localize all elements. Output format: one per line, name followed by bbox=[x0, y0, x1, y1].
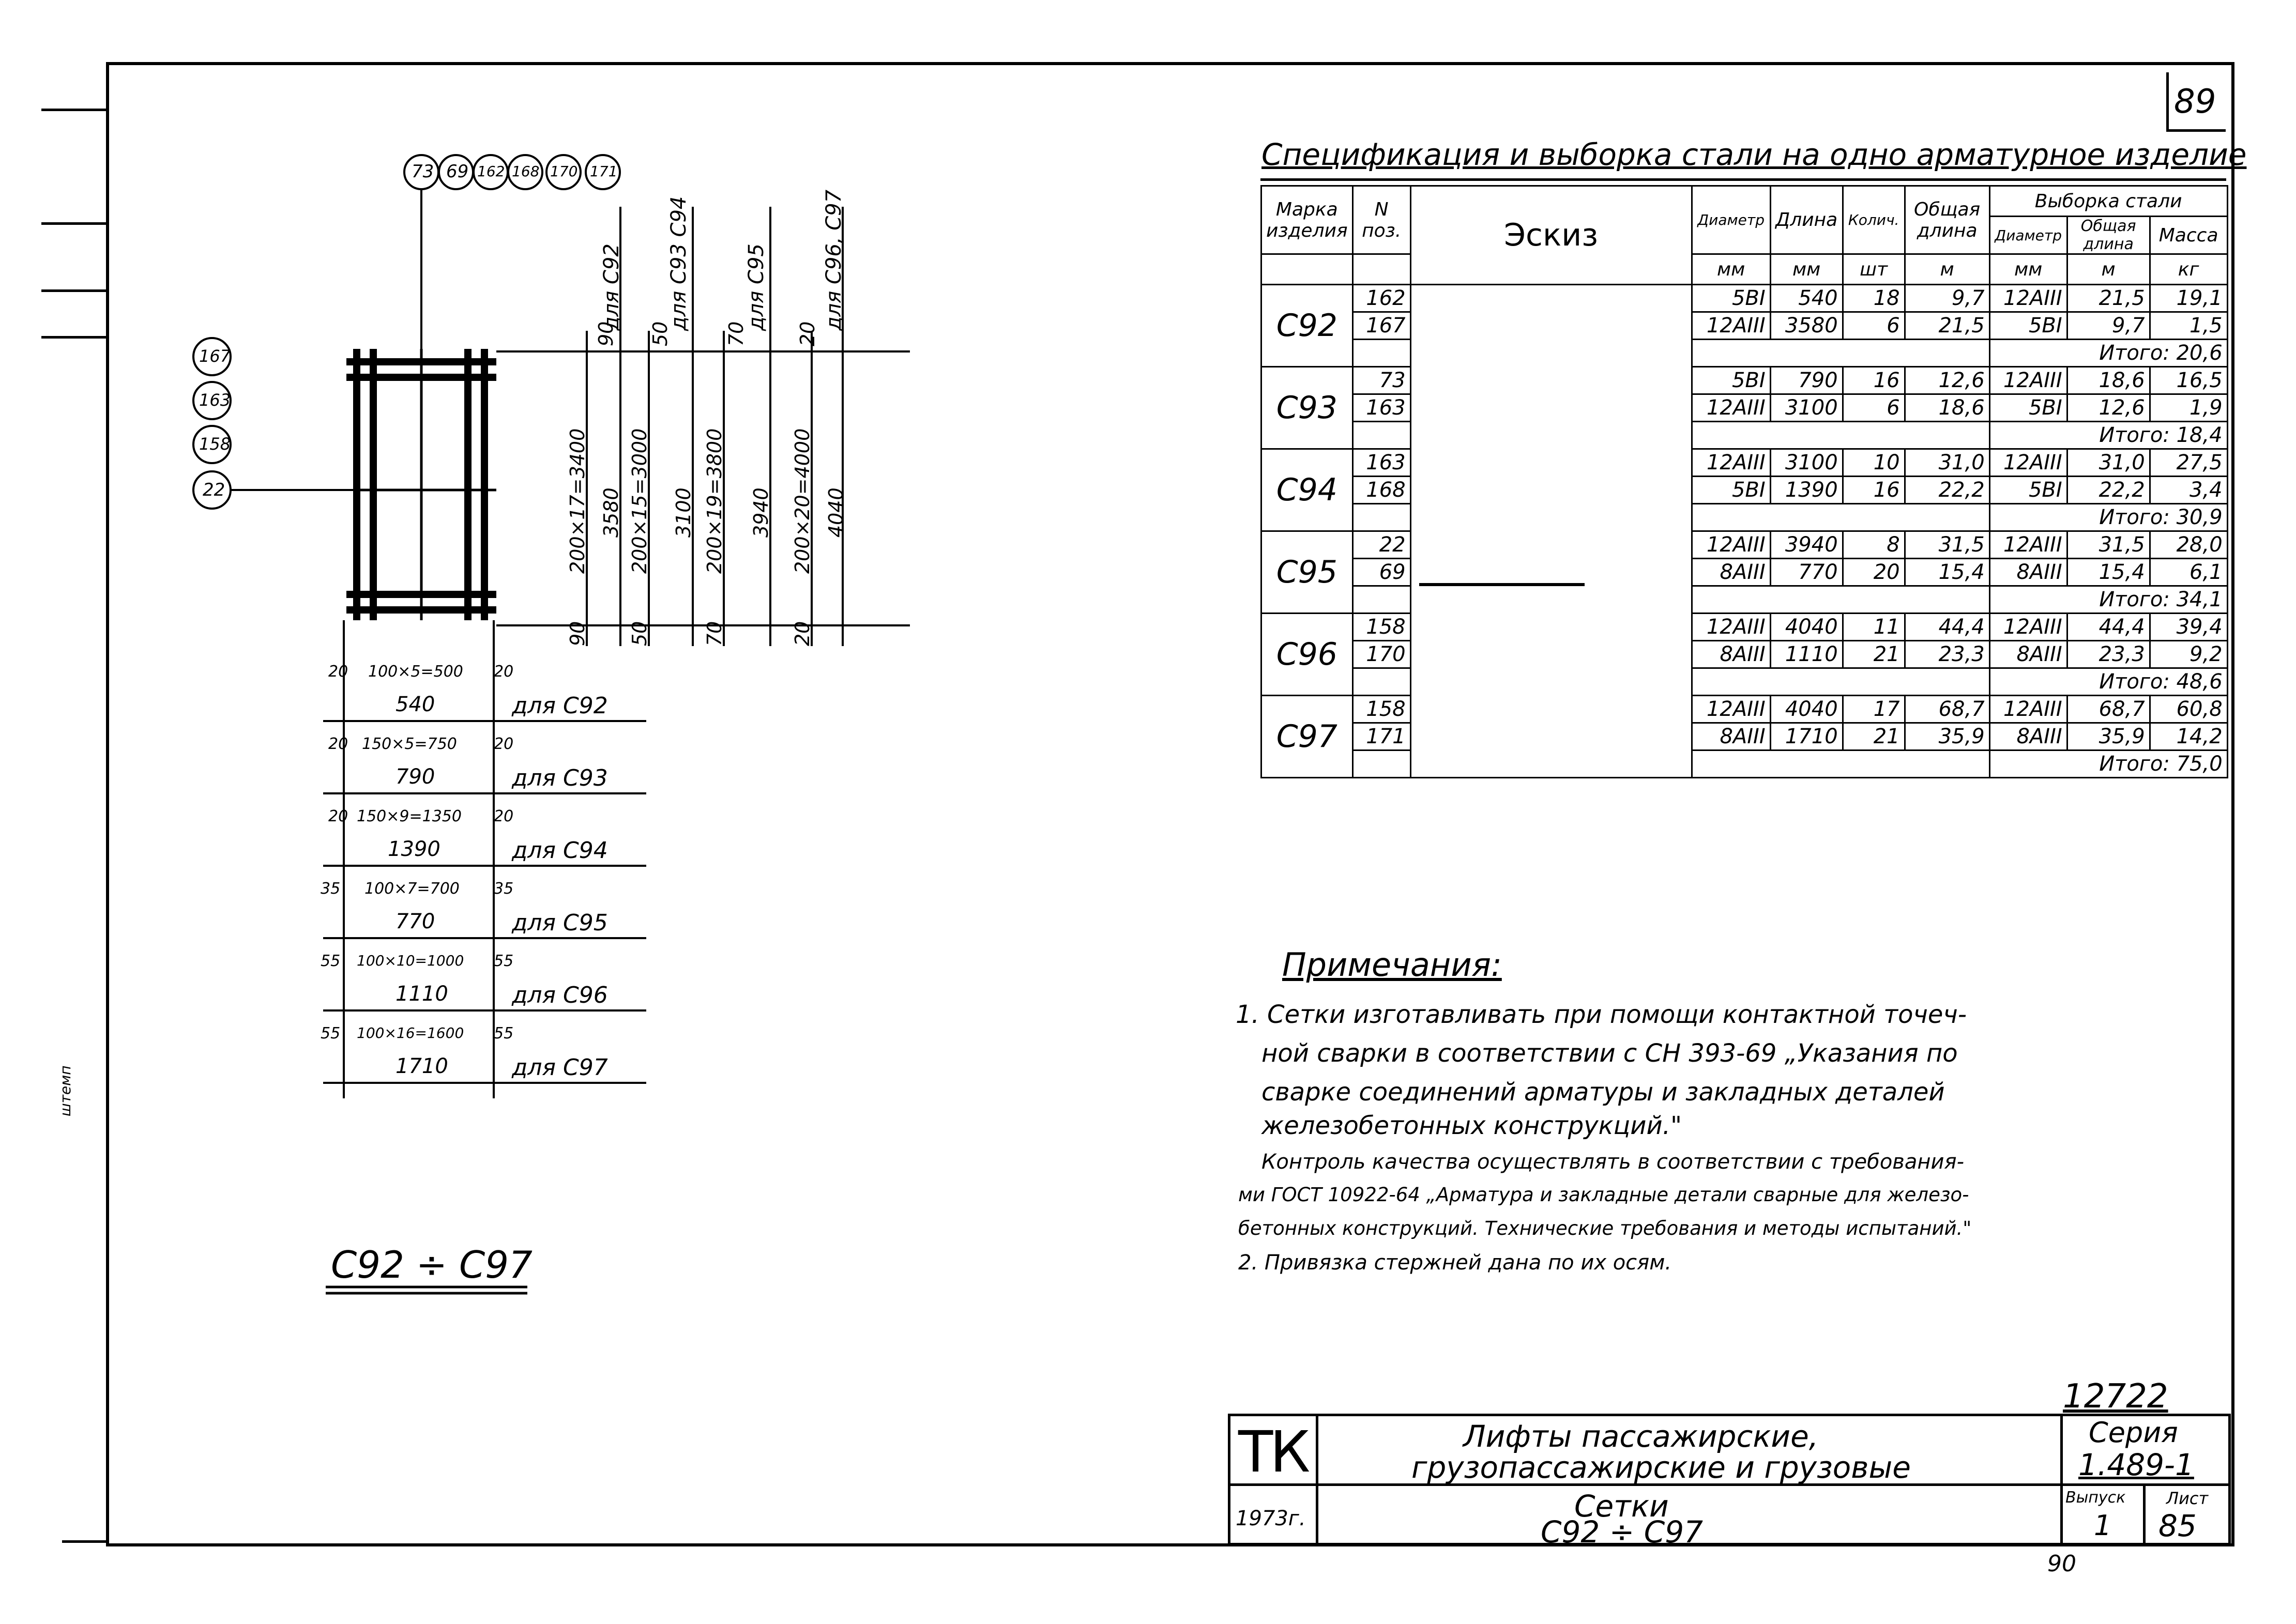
dim-total: 3940 bbox=[750, 487, 772, 538]
cell-sm: 9,2 bbox=[2150, 641, 2227, 668]
dim-top: 70 bbox=[725, 321, 748, 346]
cell-total: 22,2 bbox=[1905, 477, 1989, 504]
cell-total: 35,9 bbox=[1905, 723, 1989, 750]
cell-pos: 158 bbox=[1352, 614, 1410, 641]
cell-pos: 158 bbox=[1352, 696, 1410, 723]
unit-kg: кг bbox=[2150, 254, 2227, 285]
dim-left: 35 bbox=[321, 880, 341, 898]
note-line: Контроль качества осуществлять в соответствии с требования- bbox=[1261, 1150, 1965, 1174]
note-line: ной сварки в соответствии с СН 393-69 „Указания по bbox=[1261, 1039, 1958, 1068]
cell-pos: 163 bbox=[1352, 394, 1410, 422]
spec-total-row bbox=[1261, 422, 2228, 449]
bubble-label: 167 bbox=[199, 346, 231, 366]
cell-sl: 31,5 bbox=[2067, 531, 2150, 559]
dim-spans: 100×10=1000 bbox=[357, 952, 464, 969]
dim-label: для С96, С97 bbox=[822, 189, 846, 331]
cell-qty: 21 bbox=[1843, 723, 1905, 750]
sheet-label: Лист bbox=[2166, 1489, 2209, 1508]
dim-spans: 200×15=3000 bbox=[628, 428, 651, 574]
spec-row bbox=[1261, 477, 2228, 504]
hdr-qty: Колич. bbox=[1843, 186, 1905, 254]
dim-total: 3580 bbox=[600, 487, 622, 538]
dim-left: 55 bbox=[321, 952, 341, 970]
cell-len: 4040 bbox=[1770, 696, 1843, 723]
dim-right: 55 bbox=[494, 952, 514, 970]
dim-right: 20 bbox=[494, 807, 514, 825]
row-total: Итого: 75,0 bbox=[1989, 750, 2227, 778]
cell-len: 3940 bbox=[1770, 531, 1843, 559]
dim-spans: 200×19=3800 bbox=[703, 428, 726, 574]
cell-pos: 170 bbox=[1352, 641, 1410, 668]
tb-rule bbox=[1316, 1414, 1318, 1543]
cell-pos: 163 bbox=[1352, 449, 1410, 477]
cell-sd: 12АIII bbox=[1989, 367, 2067, 394]
cell-qty: 18 bbox=[1843, 285, 1905, 312]
note-line: 2. Привязка стержней дана по их осям. bbox=[1238, 1251, 1672, 1275]
dim-spans: 100×5=500 bbox=[368, 663, 463, 681]
cell-len: 1390 bbox=[1770, 477, 1843, 504]
spec-row bbox=[1261, 723, 2228, 750]
unit-m: м bbox=[1905, 254, 1989, 285]
bubble-label: 168 bbox=[512, 163, 540, 180]
cell-total: 31,0 bbox=[1905, 449, 1989, 477]
cell-total: 15,4 bbox=[1905, 559, 1989, 586]
cell-pos: 168 bbox=[1352, 477, 1410, 504]
dim-right: 20 bbox=[494, 735, 514, 753]
bubble-label: 162 bbox=[477, 163, 505, 180]
cell-total: 21,5 bbox=[1905, 312, 1989, 340]
spec-title: Спецификация и выборка стали на одно арматурное изделие bbox=[1261, 137, 2247, 172]
row-mark: С93 bbox=[1261, 367, 1353, 449]
dim-spans: 200×20=4000 bbox=[791, 428, 814, 574]
year: 1973г. bbox=[1236, 1507, 1306, 1530]
cell-sl: 44,4 bbox=[2067, 614, 2150, 641]
row-mark: С94 bbox=[1261, 449, 1353, 531]
cell-total: 9,7 bbox=[1905, 285, 1989, 312]
spec-total-row bbox=[1261, 504, 2228, 531]
cell-pos: 69 bbox=[1352, 559, 1410, 586]
cell-sm: 1,5 bbox=[2150, 312, 2227, 340]
hdr-selection: Выборка стали bbox=[1989, 186, 2227, 217]
note-line: ми ГОСТ 10922-64 „Арматура и закладные детали сварные для железо- bbox=[1238, 1184, 1969, 1206]
cell-d: 8АIII bbox=[1692, 559, 1770, 586]
cell-sl: 23,3 bbox=[2067, 641, 2150, 668]
dim-top: 90 bbox=[595, 321, 617, 346]
cell-qty: 16 bbox=[1843, 367, 1905, 394]
dim-total: 4040 bbox=[825, 487, 847, 538]
dim-label: для С97 bbox=[512, 1054, 608, 1081]
dim-total: 3100 bbox=[672, 487, 695, 538]
dim-top: 50 bbox=[649, 321, 672, 346]
cell-sd: 5ВI bbox=[1989, 312, 2067, 340]
bubble-label: 69 bbox=[446, 161, 469, 182]
hdr-diameter: Диаметр bbox=[1692, 186, 1770, 254]
cell-sd: 5ВI bbox=[1989, 477, 2067, 504]
hdr-sel-mass: Масса bbox=[2150, 217, 2227, 254]
dim-total: 1110 bbox=[396, 982, 448, 1006]
cell-pos: 171 bbox=[1352, 723, 1410, 750]
page-number: 89 bbox=[2174, 83, 2216, 121]
issue-label: Выпуск bbox=[2065, 1489, 2126, 1507]
row-total: Итого: 34,1 bbox=[1989, 586, 2227, 614]
note-line: 1. Сетки изготавливать при помощи контактной точеч- bbox=[1236, 1000, 1967, 1029]
dim-right: 35 bbox=[494, 880, 514, 898]
cell-d: 12АIII bbox=[1692, 449, 1770, 477]
cell-qty: 8 bbox=[1843, 531, 1905, 559]
dim-spans: 150×5=750 bbox=[362, 735, 457, 753]
cell-sm: 1,9 bbox=[2150, 394, 2227, 422]
org-code: ТК bbox=[1238, 1419, 1307, 1485]
dim-spans: 100×16=1600 bbox=[357, 1024, 464, 1041]
bubble-label: 22 bbox=[203, 480, 225, 500]
row-total: Итого: 30,9 bbox=[1989, 504, 2227, 531]
dim-left: 20 bbox=[328, 735, 348, 753]
spec-row bbox=[1261, 696, 2228, 723]
hdr-total-len: Общая длина bbox=[1905, 186, 1989, 254]
sheet-value: 85 bbox=[2158, 1508, 2197, 1543]
hdr-sel-total-len: Общая длина bbox=[2067, 217, 2150, 254]
notes-title: Примечания: bbox=[1282, 946, 1502, 984]
cell-total: 44,4 bbox=[1905, 614, 1989, 641]
cell-sd: 8АIII bbox=[1989, 559, 2067, 586]
bottom-page-number: 90 bbox=[2047, 1551, 2076, 1577]
bar-sketch bbox=[1419, 583, 1585, 586]
cell-qty: 21 bbox=[1843, 641, 1905, 668]
cell-len: 770 bbox=[1770, 559, 1843, 586]
dim-label: для С95 bbox=[744, 243, 768, 331]
drawing-caption: С92 ÷ С97 bbox=[331, 1243, 533, 1286]
cell-pos: 73 bbox=[1352, 367, 1410, 394]
doc-number: 12722 bbox=[2063, 1377, 2168, 1416]
hdr-sel-diameter: Диаметр bbox=[1989, 217, 2067, 254]
dim-label: для С92 bbox=[600, 243, 624, 331]
dim-bottom: 90 bbox=[566, 621, 589, 646]
tb-rule bbox=[2143, 1483, 2146, 1543]
row-mark: С95 bbox=[1261, 531, 1353, 614]
spec-total-row bbox=[1261, 340, 2228, 367]
dim-total: 540 bbox=[396, 693, 435, 716]
spec-row bbox=[1261, 614, 2228, 641]
cell-qty: 6 bbox=[1843, 312, 1905, 340]
tb-rule bbox=[2060, 1414, 2063, 1543]
cell-total: 18,6 bbox=[1905, 394, 1989, 422]
dim-left: 20 bbox=[328, 807, 348, 825]
cell-sm: 60,8 bbox=[2150, 696, 2227, 723]
cell-sm: 3,4 bbox=[2150, 477, 2227, 504]
dim-bottom: 70 bbox=[703, 621, 726, 646]
cell-sd: 8АIII bbox=[1989, 641, 2067, 668]
cell-sl: 21,5 bbox=[2067, 285, 2150, 312]
dim-total: 770 bbox=[396, 910, 435, 933]
cell-d: 12АIII bbox=[1692, 614, 1770, 641]
dim-top: 20 bbox=[796, 321, 819, 346]
cell-pos: 22 bbox=[1352, 531, 1410, 559]
series-value: 1.489-1 bbox=[2078, 1447, 2194, 1482]
cell-sl: 9,7 bbox=[2067, 312, 2150, 340]
dim-bottom: 20 bbox=[791, 621, 814, 646]
cell-qty: 10 bbox=[1843, 449, 1905, 477]
cell-total: 12,6 bbox=[1905, 367, 1989, 394]
series-label: Серия bbox=[2089, 1416, 2178, 1449]
dim-right: 55 bbox=[494, 1024, 514, 1043]
cell-qty: 11 bbox=[1843, 614, 1905, 641]
title-line-1: Лифты пассажирские, bbox=[1463, 1419, 1819, 1454]
cell-sm: 6,1 bbox=[2150, 559, 2227, 586]
cell-sd: 12АIII bbox=[1989, 285, 2067, 312]
spec-table bbox=[1260, 185, 2228, 778]
row-mark: С96 bbox=[1261, 614, 1353, 696]
cell-pos: 167 bbox=[1352, 312, 1410, 340]
cell-d: 12АIII bbox=[1692, 394, 1770, 422]
cell-d: 5ВI bbox=[1692, 285, 1770, 312]
cell-sl: 22,2 bbox=[2067, 477, 2150, 504]
cell-sd: 12АIII bbox=[1989, 614, 2067, 641]
hdr-length: Длина bbox=[1770, 186, 1843, 254]
bubble-label: 73 bbox=[412, 161, 434, 182]
dim-label: для С96 bbox=[512, 982, 608, 1008]
dim-label: для С93 bbox=[512, 765, 608, 791]
cell-sd: 8АIII bbox=[1989, 723, 2067, 750]
cell-len: 790 bbox=[1770, 367, 1843, 394]
cell-len: 540 bbox=[1770, 285, 1843, 312]
spec-total-row bbox=[1261, 586, 2228, 614]
dim-total: 1390 bbox=[388, 837, 440, 861]
cell-len: 1710 bbox=[1770, 723, 1843, 750]
row-total: Итого: 48,6 bbox=[1989, 668, 2227, 696]
spec-title-rule bbox=[1260, 178, 2226, 181]
unit-mm: мм bbox=[1770, 254, 1843, 285]
cell-d: 8АIII bbox=[1692, 641, 1770, 668]
dim-left: 20 bbox=[328, 663, 348, 681]
row-total: Итого: 18,4 bbox=[1989, 422, 2227, 449]
dim-spans: 150×9=1350 bbox=[357, 807, 462, 825]
spec-row bbox=[1261, 531, 2228, 559]
cell-sm: 14,2 bbox=[2150, 723, 2227, 750]
spec-total-row bbox=[1261, 668, 2228, 696]
cell-total: 23,3 bbox=[1905, 641, 1989, 668]
unit-mm: мм bbox=[1692, 254, 1770, 285]
cell-len: 3580 bbox=[1770, 312, 1843, 340]
cell-d: 12АIII bbox=[1692, 696, 1770, 723]
cell-qty: 6 bbox=[1843, 394, 1905, 422]
dim-label: для С93 С94 bbox=[667, 196, 691, 331]
spec-row bbox=[1261, 449, 2228, 477]
cell-len: 3100 bbox=[1770, 449, 1843, 477]
side-stamp: штемп bbox=[57, 1065, 74, 1116]
hdr-mark: Марка изделия bbox=[1261, 186, 1353, 254]
cell-total: 68,7 bbox=[1905, 696, 1989, 723]
issue-value: 1 bbox=[2094, 1509, 2112, 1542]
cell-qty: 20 bbox=[1843, 559, 1905, 586]
unit-m: м bbox=[2067, 254, 2150, 285]
bubble-label: 170 bbox=[550, 163, 578, 180]
cell-sl: 15,4 bbox=[2067, 559, 2150, 586]
cell-d: 5ВI bbox=[1692, 367, 1770, 394]
cell-d: 5ВI bbox=[1692, 477, 1770, 504]
note-line: железобетонных конструкций." bbox=[1261, 1111, 1682, 1140]
cell-sd: 12АIII bbox=[1989, 449, 2067, 477]
dim-spans: 100×7=700 bbox=[364, 880, 460, 898]
cell-len: 1110 bbox=[1770, 641, 1843, 668]
spec-row bbox=[1261, 367, 2228, 394]
row-mark: С97 bbox=[1261, 696, 1353, 778]
cell-sd: 12АIII bbox=[1989, 531, 2067, 559]
spec-row bbox=[1261, 285, 2228, 312]
bubble-label: 158 bbox=[199, 434, 231, 454]
dim-spans: 200×17=3400 bbox=[566, 428, 589, 574]
dim-bottom: 50 bbox=[628, 621, 651, 646]
cell-sl: 31,0 bbox=[2067, 449, 2150, 477]
cell-len: 4040 bbox=[1770, 614, 1843, 641]
row-mark: С92 bbox=[1261, 285, 1353, 367]
dim-right: 20 bbox=[494, 663, 514, 681]
bubble-label: 163 bbox=[199, 390, 231, 410]
dim-total: 1710 bbox=[396, 1054, 448, 1078]
sheet-title-2: С92 ÷ С97 bbox=[1541, 1514, 1704, 1550]
cell-sm: 27,5 bbox=[2150, 449, 2227, 477]
cell-d: 12АIII bbox=[1692, 312, 1770, 340]
spec-total-row bbox=[1261, 750, 2228, 778]
cell-qty: 17 bbox=[1843, 696, 1905, 723]
spec-row bbox=[1261, 394, 2228, 422]
note-line: бетонных конструкций. Технические требования и методы испытаний." bbox=[1238, 1217, 1972, 1239]
unit-mm: мм bbox=[1989, 254, 2067, 285]
cell-sm: 19,1 bbox=[2150, 285, 2227, 312]
cell-sl: 35,9 bbox=[2067, 723, 2150, 750]
sketch-column bbox=[1410, 285, 1692, 778]
cell-qty: 16 bbox=[1843, 477, 1905, 504]
spec-row bbox=[1261, 559, 2228, 586]
dim-label: для С92 bbox=[512, 693, 608, 719]
row-total: Итого: 20,6 bbox=[1989, 340, 2227, 367]
hdr-pos: N поз. bbox=[1352, 186, 1410, 254]
dim-left: 55 bbox=[321, 1024, 341, 1043]
hdr-sketch: Эскиз bbox=[1410, 186, 1692, 285]
title-line-2: грузопассажирские и грузовые bbox=[1411, 1450, 1911, 1485]
cell-sd: 5ВI bbox=[1989, 394, 2067, 422]
cell-pos: 162 bbox=[1352, 285, 1410, 312]
cell-total: 31,5 bbox=[1905, 531, 1989, 559]
cell-sl: 12,6 bbox=[2067, 394, 2150, 422]
note-line: сварке соединений арматуры и закладных деталей bbox=[1261, 1078, 1945, 1107]
cell-d: 8АIII bbox=[1692, 723, 1770, 750]
cell-len: 3100 bbox=[1770, 394, 1843, 422]
cell-d: 12АIII bbox=[1692, 531, 1770, 559]
spec-row bbox=[1261, 641, 2228, 668]
sheet-title-1: Сетки bbox=[1574, 1489, 1669, 1524]
cell-sm: 16,5 bbox=[2150, 367, 2227, 394]
cell-sl: 18,6 bbox=[2067, 367, 2150, 394]
dim-label: для С95 bbox=[512, 910, 608, 936]
bubble-label: 171 bbox=[590, 163, 618, 180]
cell-sd: 12АIII bbox=[1989, 696, 2067, 723]
cell-sl: 68,7 bbox=[2067, 696, 2150, 723]
cell-sm: 39,4 bbox=[2150, 614, 2227, 641]
dim-total: 790 bbox=[396, 765, 435, 789]
spec-row bbox=[1261, 312, 2228, 340]
cell-sm: 28,0 bbox=[2150, 531, 2227, 559]
unit-sht: шт bbox=[1843, 254, 1905, 285]
dim-label: для С94 bbox=[512, 837, 608, 864]
